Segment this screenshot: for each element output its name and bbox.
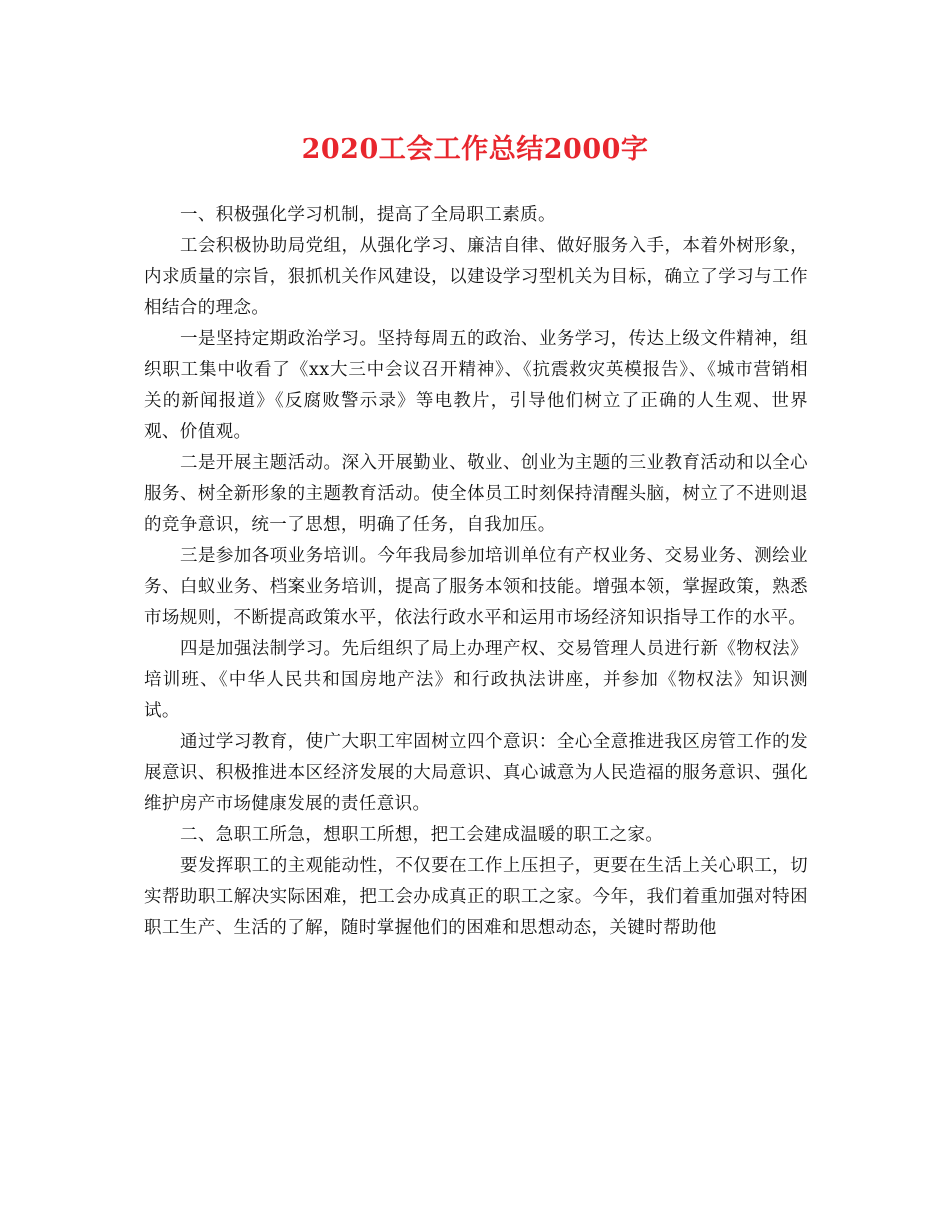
paragraph: 二是开展主题活动。深入开展勤业、敬业、创业为主题的三业教育活动和以全心服务、树全新形象的主题教育活动。使全体员工时刻保持清醒头脑，树立了不进则退的竞争意识，统一了思想，明确了任务，自我加压。	[144, 453, 808, 535]
section-heading-2: 二、急职工所急，想职工所想，把工会建成温暖的职工之家。	[180, 825, 664, 845]
paragraph: 工会积极协助局党组，从强化学习、廉洁自律、做好服务入手，本着外树形象，内求质量的宗旨，狠抓机关作风建设，以建设学习型机关为目标，确立了学习与工作相结合的理念。	[144, 236, 808, 318]
document-body	[144, 200, 808, 944]
paragraph: 通过学习教育，使广大职工牢固树立四个意识：全心全意推进我区房管工作的发展意识、积极推进本区经济发展的大局意识、真心诚意为人民造福的服务意识、强化维护房产市场健康发展的责任意识。	[144, 732, 808, 814]
document-title: 2020工会工作总结2000字	[301, 134, 649, 165]
paragraph: 三是参加各项业务培训。今年我局参加培训单位有产权业务、交易业务、测绘业务、白蚁业务、档案业务培训，提高了服务本领和技能。增强本领，掌握政策，熟悉市场规则，不断提高政策水平，依法行政水平和运用市场经济知识指导工作的水平。	[144, 546, 808, 628]
paragraph: 要发挥职工的主观能动性，不仅要在工作上压担子，更要在生活上关心职工，切实帮助职工解决实际困难，把工会办成真正的职工之家。今年，我们着重加强对特困职工生产、生活的了解，随时掌握他们的困难和思想动态，关键时帮助他	[144, 856, 808, 938]
paragraph: 一是坚持定期政治学习。坚持每周五的政治、业务学习，传达上级文件精神，组织职工集中收看了《xx大三中会议召开精神》、《抗震救灾英模报告》、《城市营销相关的新闻报道》《反腐败警示录》等电教片，引导他们树立了正确的人生观、世界观、价值观。	[144, 329, 808, 442]
paragraph: 四是加强法制学习。先后组织了局上办理产权、交易管理人员进行新《物权法》培训班、《中华人民共和国房地产法》和行政执法讲座，并参加《物权法》知识测试。	[144, 639, 808, 721]
section-heading-1: 一、积极强化学习机制，提高了全局职工素质。	[180, 205, 556, 225]
